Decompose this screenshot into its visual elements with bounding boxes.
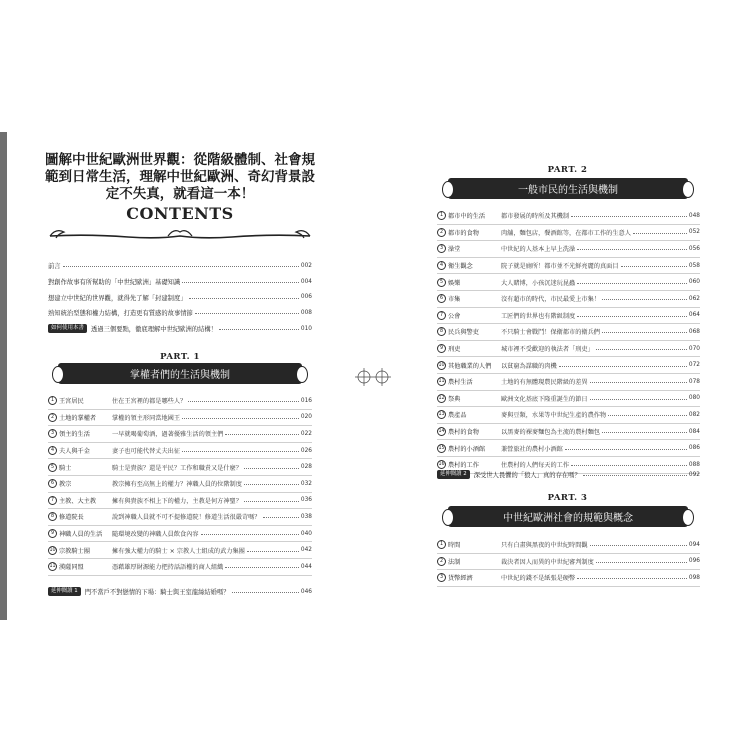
- chapter-name: [437, 228, 501, 237]
- chapter-number: 1: [437, 540, 446, 549]
- chapter-name: [437, 278, 501, 287]
- leader-dots: [583, 475, 687, 476]
- leader-dots: [590, 545, 687, 546]
- chapter-name: [437, 327, 501, 336]
- toc-title: 對創作故事有所幫助的「中世紀歐洲」基礎知識: [48, 279, 181, 287]
- ornament-divider: [48, 224, 312, 242]
- toc-row[interactable]: [48, 289, 312, 305]
- chapter-description: 院子就是廁所！都市並不光鮮亮麗的真面目: [501, 263, 619, 271]
- toc-page: 052: [688, 229, 700, 236]
- chapter-title: 農村的小酒館: [448, 445, 486, 453]
- leader-dots: [596, 349, 687, 350]
- extension-tag: 延伸閱讀 1: [48, 587, 81, 596]
- chapter-name: [48, 479, 112, 488]
- chapter-row[interactable]: [437, 308, 700, 325]
- part-1-label: PART. 1: [160, 352, 200, 362]
- chapter-row[interactable]: [48, 459, 312, 476]
- leader-dots: [596, 562, 687, 563]
- chapter-description: 土地的有無體現農民階級的差異: [501, 379, 588, 387]
- chapter-description: 都市發展的時所及其機制: [501, 213, 570, 221]
- book-spine-edge: [0, 132, 7, 620]
- chapter-title: 農村生活: [448, 379, 473, 387]
- chapter-description: 教宗擁有至高無上的權力？神職人員的位階制度: [112, 481, 242, 489]
- chapter-row[interactable]: [48, 443, 312, 460]
- toc-page: 048: [688, 212, 700, 219]
- chapter-row[interactable]: [48, 542, 312, 559]
- toc-page: 046: [300, 588, 312, 595]
- toc-page: 080: [688, 395, 700, 402]
- chapter-row[interactable]: [437, 440, 700, 457]
- chapter-description: 裁決者因人而異的中世紀審判制度: [501, 558, 594, 566]
- toc-page: 004: [300, 278, 312, 285]
- chapter-title: 修道院長: [59, 514, 84, 522]
- chapter-title: 農產品: [448, 412, 467, 420]
- chapter-number: 1: [48, 396, 57, 405]
- toc-page: 056: [688, 245, 700, 252]
- chapter-row[interactable]: [437, 391, 700, 408]
- leader-dots: [590, 382, 687, 383]
- part-3-label: PART. 3: [547, 493, 588, 503]
- toc-page: 026: [300, 447, 312, 454]
- toc-page: 042: [300, 547, 312, 554]
- leader-dots: [633, 233, 687, 234]
- chapter-name: [437, 344, 501, 353]
- front-matter-list: [48, 258, 312, 336]
- chapter-row[interactable]: [437, 274, 700, 291]
- chapter-name: [437, 394, 501, 403]
- toc-page: 040: [300, 530, 312, 537]
- toc-row[interactable]: [48, 321, 312, 337]
- chapter-number: 2: [437, 557, 446, 566]
- chapter-number: 4: [437, 261, 446, 270]
- chapter-title: 農村的工作: [448, 462, 479, 470]
- extension-title: 門不當戶不對戀情的下場：騎士與王室龍絲結婚嗎？: [84, 589, 230, 597]
- chapter-row[interactable]: [48, 393, 312, 410]
- chapter-description: 沒有超市的時代，市民最愛上市集！: [501, 296, 600, 304]
- chapter-name: [48, 446, 112, 455]
- chapter-name: [48, 546, 112, 555]
- chapter-description: 說到神職人員就不可不提修道院！修道生活很嚴苛嗎？: [112, 514, 261, 522]
- toc-page: 060: [688, 279, 700, 286]
- chapter-name: [48, 463, 112, 472]
- leader-dots: [244, 501, 299, 502]
- chapter-row[interactable]: [437, 537, 700, 554]
- chapter-description: 憑藉雄厚財源能力把持話語權的商人組織: [112, 564, 224, 572]
- chapter-name: [48, 512, 112, 521]
- chapter-number: 10: [438, 362, 445, 368]
- chapter-title: 農村的食物: [448, 429, 479, 437]
- chapter-number: 1: [437, 211, 446, 220]
- chapter-name: [437, 294, 501, 303]
- chapter-number: 3: [437, 244, 446, 253]
- chapter-description: 隨環境改變的神職人員飲食內容: [112, 531, 199, 539]
- chapter-name: [437, 573, 501, 582]
- chapter-name: [437, 444, 501, 453]
- chapter-number: 11: [49, 564, 56, 570]
- chapter-number: 7: [48, 496, 57, 505]
- leader-dots: [188, 401, 299, 402]
- leader-dots: [602, 432, 687, 433]
- chapter-name: [48, 562, 112, 571]
- part-2-label: PART. 2: [547, 165, 588, 175]
- chapter-description: 一早就喝葡萄酒，過著優雅生活的領主們: [112, 431, 224, 439]
- chapter-number: 7: [437, 311, 446, 320]
- chapter-number: 9: [48, 529, 57, 538]
- toc-title: 熟知統治型態和權力結構，打造更有質感的故事情節: [48, 310, 193, 318]
- chapter-number: 5: [437, 278, 446, 287]
- chapter-name: [437, 540, 501, 549]
- toc-page: 064: [688, 312, 700, 319]
- chapter-description: 城市裡不受歡迎的執法者「刑吏」: [501, 346, 594, 354]
- chapter-title: 都市的食物: [448, 229, 479, 237]
- leader-dots: [201, 534, 299, 535]
- chapter-title: 時間: [448, 542, 461, 550]
- leader-dots: [195, 313, 299, 314]
- leader-dots: [232, 592, 299, 593]
- chapter-row[interactable]: [48, 410, 312, 427]
- toc-page: 094: [688, 541, 700, 548]
- chapter-row[interactable]: [437, 554, 700, 571]
- chapter-row[interactable]: [437, 424, 700, 441]
- extension-title: 深受世人畏懼的「狼人」真的存在嗎？: [473, 472, 581, 480]
- book-headline: 圖解中世紀歐洲世界觀：從階級體制、社會規範到日常生活，理解中世紀歐洲、奇幻背景設定不失真，就看這一本！: [45, 152, 315, 202]
- chapter-description: 掌權的領主形同當地國王: [112, 414, 181, 422]
- chapter-description: 大人賭博，小孩沉迷玩昆蟲: [501, 279, 576, 287]
- extension-tag: 延伸閱讀 2: [437, 470, 470, 479]
- toc-page: 082: [688, 411, 700, 418]
- chapter-number: 9: [437, 344, 446, 353]
- chapter-row[interactable]: [48, 493, 312, 510]
- leader-dots: [577, 249, 687, 250]
- chapter-description: 住在王宮裡的都是哪些人？: [112, 398, 187, 406]
- chapter-row[interactable]: [437, 241, 700, 258]
- chapter-title: 祭典: [448, 395, 461, 403]
- chapter-row[interactable]: [48, 426, 312, 443]
- toc-row[interactable]: [48, 258, 312, 274]
- chapter-row[interactable]: [437, 258, 700, 275]
- chapter-title: 衛生觀念: [448, 263, 473, 271]
- leader-dots: [577, 283, 687, 284]
- part-1-chapter-list: [48, 393, 312, 576]
- leader-dots: [189, 298, 299, 299]
- chapter-number: 10: [49, 547, 56, 553]
- chapter-title: 刑吏: [448, 346, 461, 354]
- chapter-description: 中世紀的錢不是紙張是硬幣: [501, 575, 576, 583]
- chapter-row[interactable]: [437, 341, 700, 358]
- toc-page: 002: [300, 262, 312, 269]
- toc-page: 036: [300, 497, 312, 504]
- toc-page: 038: [300, 513, 312, 520]
- chapter-title: 宗教騎士團: [59, 547, 90, 555]
- chapter-row[interactable]: [437, 208, 700, 225]
- how-to-use-tag: 如何使用本書: [48, 324, 87, 333]
- chapter-name: [48, 496, 112, 505]
- part-3-title: 中世紀歐洲社會的規範與概念: [448, 506, 688, 527]
- chapter-row[interactable]: [437, 374, 700, 391]
- toc-page: 086: [688, 445, 700, 452]
- leader-dots: [263, 517, 299, 518]
- chapter-number: 12: [438, 395, 445, 401]
- chapter-name: [437, 557, 501, 566]
- leader-dots: [577, 316, 687, 317]
- chapter-description: 兼營旅社的農村小酒館: [501, 445, 563, 453]
- chapter-number: 8: [437, 327, 446, 336]
- chapter-name: [437, 261, 501, 270]
- toc-page: 010: [300, 325, 312, 332]
- toc-page: 084: [688, 428, 700, 435]
- chapter-description: 住農村的人們每天的工作: [501, 462, 570, 470]
- toc-page: 020: [300, 414, 312, 421]
- registration-mark-icon: [355, 366, 391, 388]
- toc-page: 022: [300, 430, 312, 437]
- toc-page: 096: [688, 558, 700, 565]
- chapter-title: 其他職業的人們: [448, 362, 492, 370]
- leader-dots: [608, 415, 687, 416]
- chapter-title: 法制: [448, 558, 461, 566]
- chapter-row[interactable]: [437, 570, 700, 587]
- chapter-description: 歐洲文化基底下隆重誕生的節日: [501, 395, 588, 403]
- chapter-name: [48, 396, 112, 405]
- chapter-description: 以黑麥的裸麥麵包為主流的農村麵包: [501, 429, 600, 437]
- leader-dots: [225, 434, 299, 435]
- chapter-description: 麥與豆類，水果等中世紀生產的農作物: [501, 412, 607, 420]
- toc-page: 072: [688, 362, 700, 369]
- toc-row[interactable]: [48, 274, 312, 290]
- chapter-number: 13: [438, 412, 445, 418]
- chapter-title: 騎士: [59, 464, 72, 472]
- part-3-chapter-list: [437, 537, 700, 587]
- chapter-name: [437, 361, 501, 370]
- chapter-number: 5: [48, 463, 57, 472]
- chapter-row[interactable]: [48, 559, 312, 576]
- chapter-title: 公會: [448, 312, 461, 320]
- part-2-chapter-list: [437, 208, 700, 474]
- chapter-description: 不只騎士會戰鬥！保衛都市的衛兵們: [501, 329, 600, 337]
- chapter-title: 王宮居民: [59, 398, 84, 406]
- chapter-title: 貨幣經濟: [448, 575, 473, 583]
- chapter-row[interactable]: [437, 291, 700, 308]
- leader-dots: [182, 282, 299, 283]
- chapter-title: 澡堂: [448, 246, 461, 254]
- chapter-title: 娛樂: [448, 279, 461, 287]
- chapter-name: [48, 413, 112, 422]
- chapter-description: 以貧窮為謀職的肉機: [501, 362, 557, 370]
- chapter-title: 土地的掌權者: [59, 414, 97, 422]
- chapter-number: 15: [438, 445, 445, 451]
- chapter-name: [437, 311, 501, 320]
- leader-dots: [225, 567, 299, 568]
- chapter-description: 擁有與貴族不相上下的權力，主教是何方神聖？: [112, 497, 242, 505]
- chapter-description: 擁有強大權力的騎士 × 宗教人士組成的武力集團: [112, 547, 245, 555]
- chapter-number: 4: [48, 446, 57, 455]
- leader-dots: [577, 578, 687, 579]
- chapter-number: 6: [48, 479, 57, 488]
- chapter-title: 夫人與千金: [59, 448, 90, 456]
- chapter-number: 8: [48, 512, 57, 521]
- toc-page: 062: [688, 295, 700, 302]
- toc-page: 006: [300, 294, 312, 301]
- chapter-row[interactable]: [437, 324, 700, 341]
- chapter-number: 3: [48, 429, 57, 438]
- toc-page: 016: [300, 397, 312, 404]
- toc-page: 098: [688, 574, 700, 581]
- leader-dots: [182, 451, 299, 452]
- leader-dots: [182, 418, 299, 419]
- contents-title: CONTENTS: [126, 204, 234, 223]
- toc-page: 028: [300, 464, 312, 471]
- chapter-name: [48, 529, 112, 538]
- chapter-title: 神職人員的生活: [59, 531, 103, 539]
- leader-dots: [559, 366, 687, 367]
- leader-dots: [565, 449, 687, 450]
- toc-page: 044: [300, 563, 312, 570]
- chapter-title: 都市中的生活: [448, 213, 486, 221]
- leader-dots: [219, 329, 299, 330]
- leader-dots: [247, 551, 299, 552]
- leader-dots: [63, 266, 299, 267]
- leader-dots: [244, 484, 299, 485]
- toc-title: 前言: [48, 263, 61, 271]
- extension-reading-1[interactable]: [48, 584, 312, 600]
- chapter-row[interactable]: [48, 526, 312, 543]
- chapter-description: 工匠們的世界也有階級制度: [501, 312, 576, 320]
- chapter-title: 民兵與警吏: [448, 329, 479, 337]
- chapter-description: 中世紀的人基本上早上洗澡: [501, 246, 576, 254]
- chapter-row[interactable]: [437, 225, 700, 242]
- chapter-number: 2: [437, 228, 446, 237]
- toc-page: 078: [688, 378, 700, 385]
- chapter-description: 妻子也可能代替丈夫出征: [112, 448, 181, 456]
- chapter-name: [437, 377, 501, 386]
- toc-page: 058: [688, 262, 700, 269]
- toc-page: 068: [688, 328, 700, 335]
- leader-dots: [244, 468, 299, 469]
- chapter-number: 3: [437, 573, 446, 582]
- chapter-row[interactable]: [437, 407, 700, 424]
- chapter-name: [437, 427, 501, 436]
- chapter-title: 漢薩同盟: [59, 564, 84, 572]
- chapter-title: 教宗: [59, 481, 72, 489]
- extension-reading-2[interactable]: [437, 467, 700, 483]
- chapter-number: 14: [438, 429, 445, 435]
- toc-page: 092: [688, 471, 700, 478]
- leader-dots: [571, 216, 687, 217]
- chapter-name: [48, 429, 112, 438]
- chapter-number: 11: [438, 379, 445, 385]
- chapter-row[interactable]: [48, 476, 312, 493]
- toc-page: 008: [300, 309, 312, 316]
- chapter-description: 肉舖，麵包店，餐酒館等，在都市工作的生意人: [501, 229, 631, 237]
- leader-dots: [602, 332, 687, 333]
- chapter-name: [437, 244, 501, 253]
- toc-page: 032: [300, 480, 312, 487]
- chapter-name: [437, 410, 501, 419]
- chapter-description: 只有白畫與黑夜的中世紀時間觀: [501, 542, 588, 550]
- part-1-title: 掌權者們的生活與機制: [58, 363, 302, 384]
- toc-title: 想建立中世紀的世界觀，就得先了解「封建制度」: [48, 294, 187, 302]
- toc-page: 088: [688, 461, 700, 468]
- chapter-number: 6: [437, 294, 446, 303]
- toc-row[interactable]: [48, 305, 312, 321]
- chapter-row[interactable]: [437, 357, 700, 374]
- chapter-number: 16: [438, 462, 445, 468]
- part-2-title: 一般市民的生活與機制: [448, 178, 688, 199]
- chapter-row[interactable]: [48, 509, 312, 526]
- chapter-name: [437, 211, 501, 220]
- chapter-number: 2: [48, 413, 57, 422]
- chapter-title: 領主的生活: [59, 431, 90, 439]
- chapter-title: 市集: [448, 296, 461, 304]
- toc-page: 070: [688, 345, 700, 352]
- toc-title: 透過三個要點，徹底理解中世紀歐洲的結構！: [91, 326, 217, 334]
- chapter-description: 騎士是貴族？還是平民？工作和職責又是什麼？: [112, 464, 242, 472]
- leader-dots: [621, 266, 687, 267]
- leader-dots: [602, 299, 687, 300]
- chapter-title: 主教、大主教: [59, 497, 97, 505]
- leader-dots: [590, 399, 687, 400]
